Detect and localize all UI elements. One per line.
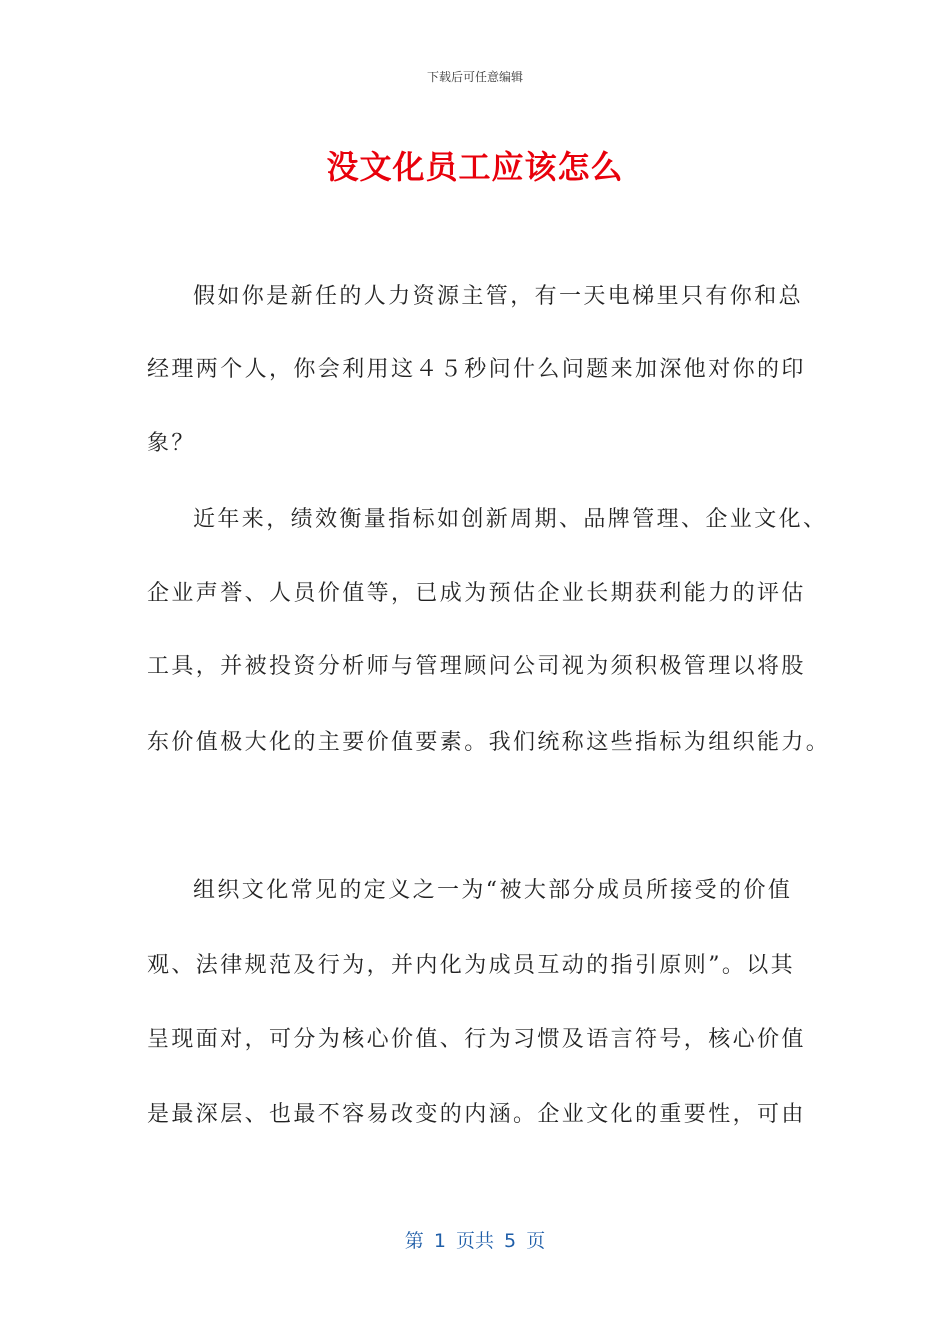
paragraph-2-line-4: 东价值极大化的主要价值要素。我们统称这些指标为组织能力。: [147, 730, 831, 755]
paragraph-2-line-2: 企业声誉、人员价值等，已成为预估企业长期获利能力的评估: [147, 581, 806, 606]
paragraph-2-line-1: 近年来，绩效衡量指标如创新周期、品牌管理、企业文化、: [193, 507, 828, 532]
paragraph-3-line-1: 组织文化常见的定义之一为“被大部分成员所接受的价值: [193, 878, 793, 903]
page-footer: [0, 1226, 950, 1253]
paragraph-1-line-2: 经理两个人，你会利用这４５秒问什么问题来加深他对你的印: [147, 357, 806, 382]
paragraph-3-line-3: 呈现面对，可分为核心价值、行为习惯及语言符号，核心价值: [147, 1027, 806, 1052]
paragraph-2-line-3: 工具，并被投资分析师与管理顾问公司视为须积极管理以将股: [147, 654, 806, 679]
footer-total-pages: 5: [504, 1230, 517, 1252]
footer-page-number: 1: [433, 1230, 446, 1252]
footer-page-suffix: 页: [526, 1230, 546, 1252]
page-title: 没文化员工应该怎么: [326, 148, 624, 186]
paragraph-1-line-1: 假如你是新任的人力资源主管，有一天电梯里只有你和总: [193, 284, 804, 309]
paragraph-3-line-2: 观、法律规范及行为，并内化为成员互动的指引原则”。以其: [147, 953, 796, 978]
footer-total-label: 页共: [455, 1230, 494, 1252]
paragraph-3-line-4: 是最深层、也最不容易改变的内涵。企业文化的重要性，可由: [147, 1102, 806, 1127]
footer-page-label: 第: [404, 1230, 424, 1252]
paragraph-1-line-3: 象？: [147, 431, 196, 456]
header-note: 下载后可任意编辑: [426, 70, 523, 84]
